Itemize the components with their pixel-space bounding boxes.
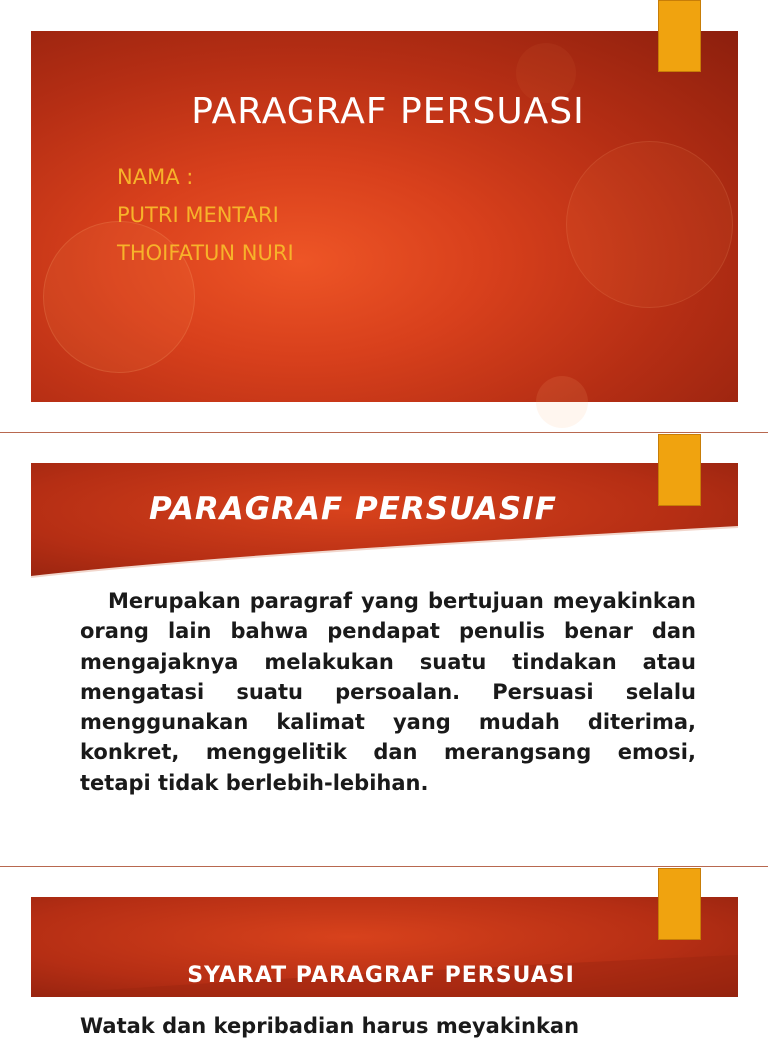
- body-paragraph: Merupakan paragraf yang bertujuan meyakinkan orang lain bahwa pendapat penulis benar dan mengajaknya melakukan suatu tindakan atau mengatasi suatu persoalan. Persuasi selalu menggunakan kalimat yang mudah diterima, konkret, menggelitik dan merangsang emosi, tetapi tidak berlebih-lebihan.: [80, 589, 696, 795]
- title-banner: [31, 897, 738, 997]
- slide-3: [0, 868, 768, 1038]
- slide-divider: [0, 866, 768, 867]
- orange-tab-decoration: [658, 0, 701, 72]
- slide-title: PARAGRAF PERSUASIF: [149, 491, 557, 527]
- author-name-2: THOIFATUN NURI: [117, 241, 294, 265]
- bokeh-light: [566, 141, 733, 308]
- slide-divider: [0, 432, 768, 433]
- orange-tab-decoration: [658, 868, 701, 940]
- author-name-1: PUTRI MENTARI: [117, 203, 279, 227]
- slide-2: [0, 434, 768, 866]
- slide-title: SYARAT PARAGRAF PERSUASI: [187, 963, 575, 988]
- title-banner: [31, 463, 738, 581]
- white-swoosh-decoration: [31, 521, 738, 581]
- orange-tab-decoration: [658, 434, 701, 506]
- names-label: NAMA :: [117, 165, 194, 189]
- slide-title: PARAGRAF PERSUASI: [191, 91, 585, 132]
- title-banner: [31, 31, 738, 402]
- bokeh-light: [536, 376, 588, 428]
- body-paragraph-partial: Watak dan kepribadian harus meyakinkan: [80, 1014, 580, 1038]
- slide-1: [0, 0, 768, 432]
- author-names: [117, 158, 294, 272]
